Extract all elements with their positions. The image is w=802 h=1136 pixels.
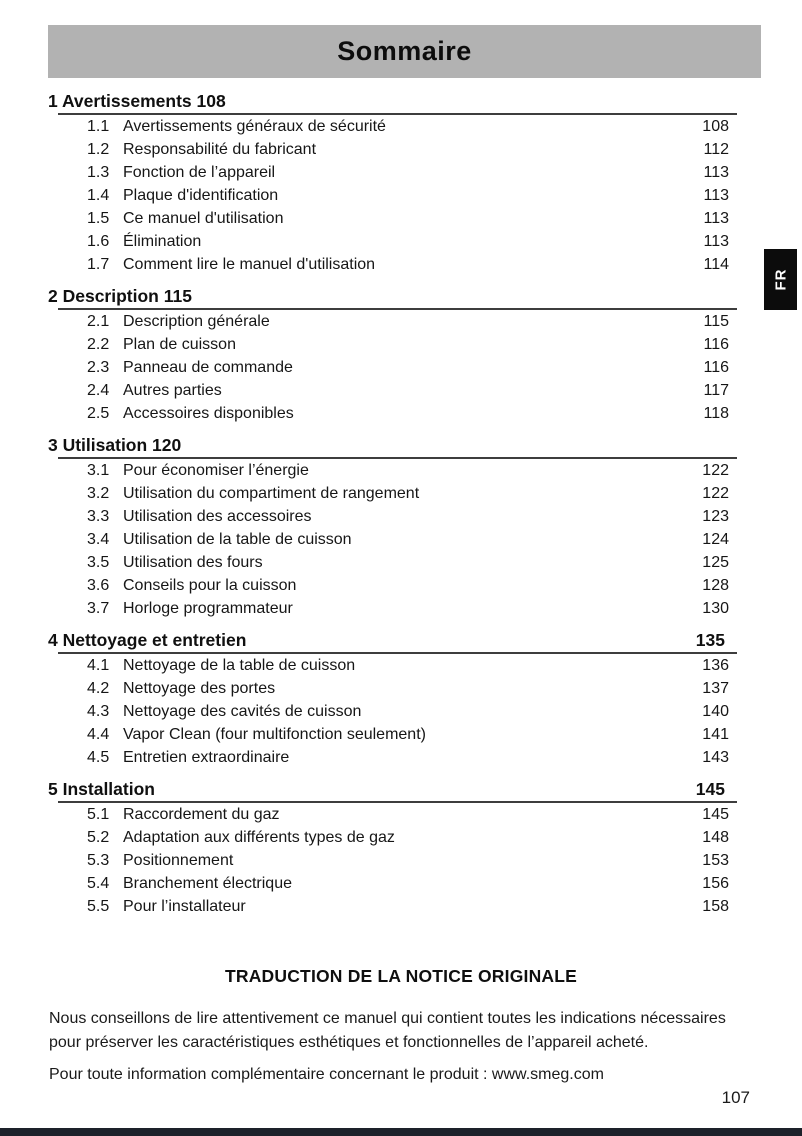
toc-entry-title: Responsabilité du fabricant [123,141,317,158]
toc-section-heading [48,285,737,308]
toc-entry-title: Raccordement du gaz [123,806,280,823]
toc-entry [48,115,737,138]
toc-section-title: 4 Nettoyage et entretien [48,630,247,650]
toc-entry-number: 2.3 [87,359,110,376]
toc-entry-number: 3.4 [87,531,110,548]
toc-entry [48,528,737,551]
toc-entry-title: Fonction de l’appareil [123,164,276,181]
toc-entry [48,746,737,769]
toc-entry-page: 123 [702,508,729,525]
toc-entry [48,402,737,425]
toc-entry-number: 4.1 [87,657,110,674]
toc-entry [48,654,737,677]
toc-section [48,778,737,918]
toc-entry-title: Adaptation aux différents types de gaz [123,829,395,846]
toc-section-title: 2 Description 115 [48,286,192,306]
toc-entry [48,872,737,895]
toc-section [48,285,737,425]
toc-entry-number: 2.2 [87,336,110,353]
toc-entry [48,310,737,333]
toc-entry [48,207,737,230]
toc-section-title: 3 Utilisation 120 [48,435,182,455]
toc-entry-page: 116 [703,359,729,376]
toc-section-entries [48,803,737,918]
toc-entry-number: 3.1 [87,462,110,479]
toc-section [48,90,737,276]
toc-entry-title: Accessoires disponibles [123,405,294,422]
toc-section-entries [48,459,737,620]
toc-entry-page: 128 [702,577,729,594]
toc-entry [48,551,737,574]
footer-paragraphs [49,1007,755,1087]
toc-section-heading [48,434,737,457]
toc-section-page: 135 [695,630,725,650]
toc-entry-page: 143 [702,749,729,766]
toc-entry [48,333,737,356]
toc-entry-title: Vapor Clean (four multifonction seulement) [123,726,426,743]
toc-entry-page: 158 [702,898,729,915]
toc-entry-page: 113 [703,210,729,227]
toc-entry [48,356,737,379]
toc-entry-number: 3.7 [87,600,110,617]
toc-entry [48,803,737,826]
toc-entry-number: 1.1 [87,118,110,135]
toc-entry [48,138,737,161]
toc-entry-page: 118 [703,405,729,422]
toc-entry-page: 116 [703,336,729,353]
toc-entry-title: Branchement électrique [123,875,292,892]
toc-entry-page: 136 [702,657,729,674]
advice-paragraph: Nous conseillons de lire attentivement ce manuel qui contient toutes les indications nécessaires pour préserver les caractéristiques esthétiques et fonctionnelles de l’appareil acheté. [49,1010,726,1051]
translation-notice-heading: TRADUCTION DE LA NOTICE ORIGINALE [224,966,578,986]
toc-entry [48,482,737,505]
table-of-contents [48,90,737,927]
toc-entry-title: Utilisation des fours [123,554,263,571]
bottom-edge-bar [0,1128,802,1136]
toc-entry-title: Utilisation du compartiment de rangement [123,485,420,502]
toc-entry-number: 1.7 [87,256,110,273]
toc-entry-number: 3.6 [87,577,110,594]
toc-entry [48,184,737,207]
toc-entry-page: 114 [703,256,729,273]
toc-entry-page: 122 [702,485,729,502]
toc-entry [48,459,737,482]
toc-entry-title: Nettoyage de la table de cuisson [123,657,356,674]
toc-entry-title: Entretien extraordinaire [123,749,290,766]
toc-entry-page: 130 [702,600,729,617]
toc-section-heading [48,90,737,113]
toc-entry [48,895,737,918]
toc-entry-number: 4.2 [87,680,110,697]
toc-entry [48,505,737,528]
toc-entry [48,230,737,253]
toc-entry-page: 140 [702,703,729,720]
toc-section-page: 145 [695,779,725,799]
toc-entry-number: 3.3 [87,508,110,525]
language-tab-label: FR [772,268,789,291]
toc-entry-title: Autres parties [123,382,222,399]
toc-entry-number: 1.6 [87,233,110,250]
toc-entry [48,826,737,849]
toc-entry-number: 2.4 [87,382,110,399]
website-paragraph: Pour toute information complémentaire concernant le produit : www.smeg.com [49,1066,604,1083]
toc-entry-number: 5.2 [87,829,110,846]
toc-entry-page: 153 [702,852,729,869]
toc-entry-number: 5.4 [87,875,110,892]
sommaire-banner [48,25,761,78]
toc-entry-number: 2.5 [87,405,110,422]
toc-entry-number: 4.5 [87,749,110,766]
toc-entry-page: 137 [702,680,729,697]
toc-section-entries [48,115,737,276]
toc-entry-title: Conseils pour la cuisson [123,577,297,594]
toc-entry-page: 141 [702,726,729,743]
toc-entry [48,253,737,276]
toc-entry-number: 5.3 [87,852,110,869]
toc-entry-title: Élimination [123,233,202,250]
toc-entry-title: Plan de cuisson [123,336,236,353]
toc-entry [48,379,737,402]
toc-entry-page: 112 [703,141,729,158]
toc-entry-number: 2.1 [87,313,110,330]
toc-entry [48,700,737,723]
toc-entry-page: 124 [702,531,729,548]
language-tab [764,249,797,310]
toc-entry-page: 156 [702,875,729,892]
toc-section-heading [48,778,737,801]
toc-entry-number: 1.5 [87,210,110,227]
toc-entry-number: 5.1 [87,806,110,823]
toc-entry-number: 4.3 [87,703,110,720]
toc-entry-page: 117 [703,382,729,399]
toc-entry-title: Pour l’installateur [123,898,246,915]
toc-entry-title: Utilisation des accessoires [123,508,312,525]
toc-entry-title: Nettoyage des cavités de cuisson [123,703,362,720]
toc-entry-number: 3.5 [87,554,110,571]
toc-entry [48,574,737,597]
toc-entry-title: Comment lire le manuel d'utilisation [123,256,376,273]
toc-entry-number: 1.2 [87,141,110,158]
toc-entry-title: Avertissements généraux de sécurité [123,118,386,135]
toc-entry-page: 113 [703,233,729,250]
toc-entry-page: 113 [703,187,729,204]
toc-entry-number: 5.5 [87,898,110,915]
toc-entry-title: Utilisation de la table de cuisson [123,531,352,548]
toc-entry-title: Nettoyage des portes [123,680,276,697]
toc-section [48,434,737,620]
toc-entry-page: 148 [702,829,729,846]
toc-entry-number: 4.4 [87,726,110,743]
toc-section-entries [48,310,737,425]
toc-entry [48,677,737,700]
page-title: Sommaire [337,36,472,66]
toc-entry-title: Pour économiser l’énergie [123,462,309,479]
toc-entry-page: 145 [702,806,729,823]
toc-entry-page: 108 [702,118,729,135]
toc-section-title: 5 Installation [48,779,155,799]
toc-entry-page: 115 [703,313,729,330]
toc-entry-number: 1.4 [87,187,110,204]
toc-entry [48,849,737,872]
toc-entry-title: Positionnement [123,852,234,869]
toc-entry-number: 3.2 [87,485,110,502]
toc-section-entries [48,654,737,769]
toc-entry-page: 125 [702,554,729,571]
toc-entry-number: 1.3 [87,164,110,181]
toc-entry-title: Ce manuel d'utilisation [123,210,284,227]
toc-entry [48,161,737,184]
toc-section [48,629,737,769]
toc-entry-title: Panneau de commande [123,359,293,376]
toc-entry [48,597,737,620]
toc-section-heading [48,629,737,652]
toc-entry-page: 113 [703,164,729,181]
page-number: 107 [721,1088,750,1107]
toc-entry-title: Horloge programmateur [123,600,293,617]
toc-entry-title: Description générale [123,313,270,330]
toc-entry [48,723,737,746]
toc-entry-title: Plaque d'identification [123,187,279,204]
toc-entry-page: 122 [702,462,729,479]
toc-section-title: 1 Avertissements 108 [48,91,226,111]
